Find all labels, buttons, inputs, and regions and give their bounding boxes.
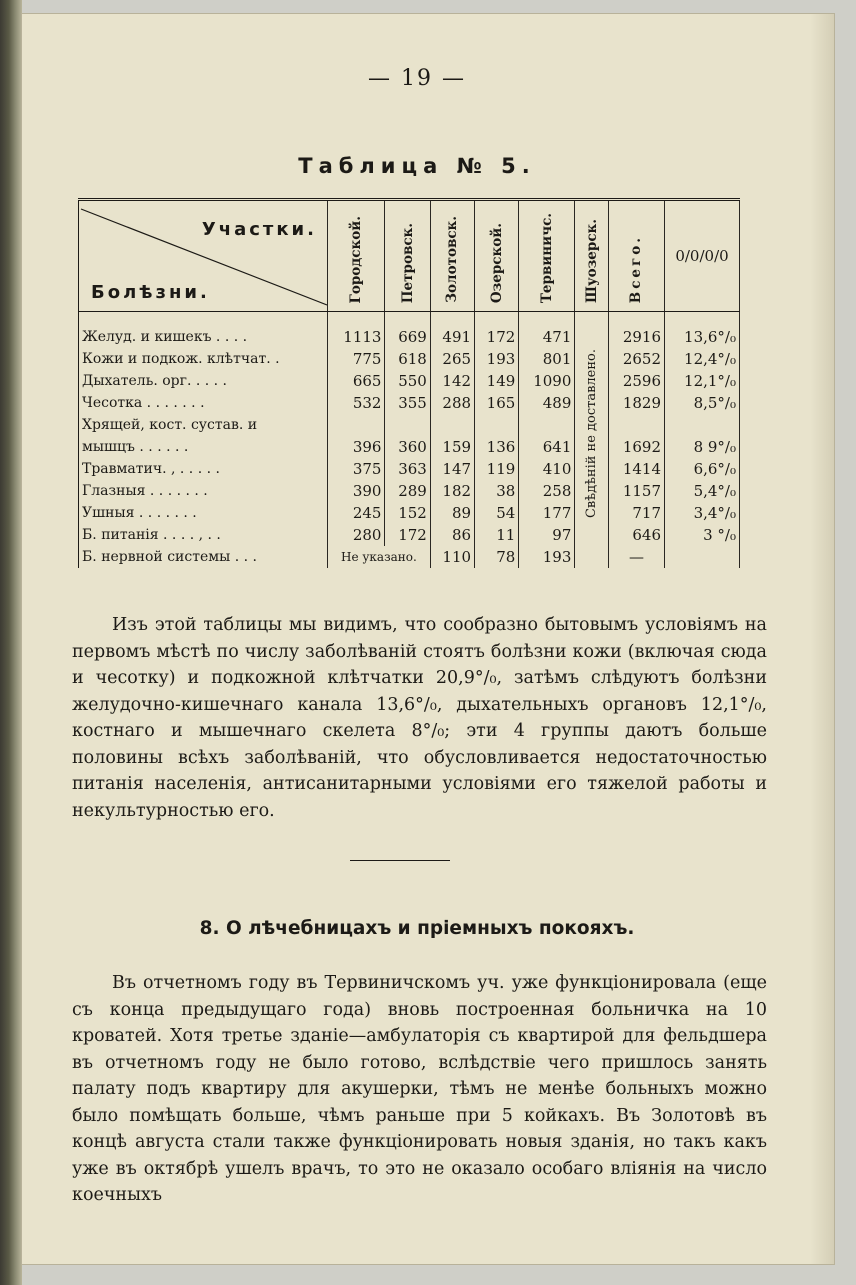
column-header: Озерской. <box>475 200 519 312</box>
row-value: 410 <box>519 458 575 480</box>
table-corner-cell <box>79 200 328 312</box>
row-total: 2652 <box>608 348 664 370</box>
row-disease-name: Кожи и подкож. клѣтчат. . <box>79 348 328 370</box>
row-value: 1113 <box>328 326 385 348</box>
row-value: 54 <box>475 502 519 524</box>
table-row <box>79 458 740 480</box>
row-value: 280 <box>328 524 385 546</box>
document-page <box>22 14 834 1264</box>
row-disease-name: Желуд. и кишекъ . . . . <box>79 326 328 348</box>
row-value: 550 <box>385 370 430 392</box>
row-value: 390 <box>328 480 385 502</box>
row-empty <box>575 546 609 568</box>
row-value: 801 <box>519 348 575 370</box>
row-percent: 8,5°/₀ <box>665 392 740 414</box>
row-disease-name: Б. питанія . . . . , . . <box>79 524 328 546</box>
table-header-row <box>79 200 740 312</box>
row-percent: 12,1°/₀ <box>665 370 740 392</box>
row-value: 775 <box>328 348 385 370</box>
corner-label-diseases: Болѣзни. <box>91 282 210 303</box>
column-header: Петровск. <box>385 200 430 312</box>
row-value: 149 <box>475 370 519 392</box>
table-row <box>79 436 740 458</box>
row-value <box>328 414 385 436</box>
table-row <box>79 480 740 502</box>
row-value: 38 <box>475 480 519 502</box>
column-header: Городской. <box>328 200 385 312</box>
row-value: 177 <box>519 502 575 524</box>
row-value: 165 <box>475 392 519 414</box>
paragraph-hospitals: Въ отчетномъ году въ Тервиничскомъ уч. уже функціонировала (еще съ конца предыдущаго года) вновь построенная больничка на 10 кроватей. Хотя третье зданіе—амбулаторія съ квартирой для фельдшера въ отчетномъ году не было готово, вслѣдствіе чего пришлось занять палату подъ квартиру для акушерки, тѣмъ не менѣе больныхъ можно было помѣщать больше, чѣмъ раньше при 5 койкахъ. Въ Золотовѣ въ концѣ августа стали также функціонировать новыя зданія, но такъ какъ уже въ октябрѣ ушелъ врачъ, то это не оказало особаго вліянія на число коечныхъ <box>72 973 767 1205</box>
corner-label-districts: Участки. <box>201 219 317 240</box>
section-heading: 8. О лѣчебницахъ и пріемныхъ покояхъ. <box>199 918 635 939</box>
disease-table <box>78 198 740 568</box>
row-disease-name: мышцъ . . . . . . <box>79 436 328 458</box>
table-row <box>79 392 740 414</box>
row-total: 1829 <box>608 392 664 414</box>
row-value: 375 <box>328 458 385 480</box>
row-value: 360 <box>385 436 430 458</box>
row-value: 172 <box>385 524 430 546</box>
row-value: 471 <box>519 326 575 348</box>
row-value: 1090 <box>519 370 575 392</box>
row-value: 363 <box>385 458 430 480</box>
row-value: 97 <box>519 524 575 546</box>
row-percent: 3 °/₀ <box>665 524 740 546</box>
row-percent: 6,6°/₀ <box>665 458 740 480</box>
row-value: 110 <box>430 546 474 568</box>
row-percent: 12,4°/₀ <box>665 348 740 370</box>
row-total: 646 <box>608 524 664 546</box>
row-value: 182 <box>430 480 474 502</box>
table-spacer-row <box>79 312 740 327</box>
row-value: 288 <box>430 392 474 414</box>
column-header: Шуозерск. <box>575 200 609 312</box>
row-disease-name: Глазныя . . . . . . . <box>79 480 328 502</box>
column-header: Золотовск. <box>430 200 474 312</box>
table-row <box>79 502 740 524</box>
column-header: Тервиничс. <box>519 200 575 312</box>
row-total: 2596 <box>608 370 664 392</box>
row-value: 491 <box>430 326 474 348</box>
row-value: 489 <box>519 392 575 414</box>
row-total: 1414 <box>608 458 664 480</box>
row-value: 172 <box>475 326 519 348</box>
table-row <box>79 348 740 370</box>
row-total: 2916 <box>608 326 664 348</box>
row-value: 159 <box>430 436 474 458</box>
row-total: — <box>608 546 664 568</box>
row-disease-name: Ушныя . . . . . . . <box>79 502 328 524</box>
row-total: 717 <box>608 502 664 524</box>
row-value: 669 <box>385 326 430 348</box>
row-value <box>519 414 575 436</box>
row-percent: 8 9°/₀ <box>665 436 740 458</box>
table-title: Таблица № 5. <box>298 154 536 178</box>
row-percent: 5,4°/₀ <box>665 480 740 502</box>
row-disease-name: Чесотка . . . . . . . <box>79 392 328 414</box>
row-value <box>430 414 474 436</box>
row-value: 355 <box>385 392 430 414</box>
row-value: 147 <box>430 458 474 480</box>
row-percent: 3,4°/₀ <box>665 502 740 524</box>
row-disease-name: Б. нервной системы . . . <box>79 546 328 568</box>
page-number: — 19 — <box>368 66 466 91</box>
row-total: 1692 <box>608 436 664 458</box>
row-disease-name: Травматич. , . . . . . <box>79 458 328 480</box>
row-value: 193 <box>519 546 575 568</box>
book-spine-edge <box>0 0 22 1285</box>
row-value: 152 <box>385 502 430 524</box>
row-value: 89 <box>430 502 474 524</box>
row-value: 245 <box>328 502 385 524</box>
row-value: 289 <box>385 480 430 502</box>
row-total <box>608 414 664 436</box>
row-value: 265 <box>430 348 474 370</box>
table-row <box>79 414 740 436</box>
row-value: 532 <box>328 392 385 414</box>
row-total: 1157 <box>608 480 664 502</box>
row-value: 396 <box>328 436 385 458</box>
row-value: 641 <box>519 436 575 458</box>
row-value: 193 <box>475 348 519 370</box>
row-value: 119 <box>475 458 519 480</box>
row-value: 258 <box>519 480 575 502</box>
row-value: 11 <box>475 524 519 546</box>
column-header: Всего. <box>608 200 664 312</box>
table-row <box>79 546 740 568</box>
row-disease-name: Хрящей, кост. сустав. и <box>79 414 328 436</box>
paragraph-analysis: Изъ этой таблицы мы видимъ, что сообразно бытовымъ условіямъ на первомъ мѣстѣ по числу заболѣваній стоятъ болѣзни кожи (включая сюда и чесотку) и подкожной клѣтчатки 20,9°/₀, затѣмъ слѣдуютъ болѣзни желудочно-кишечнаго канала 13,6°/₀, дыхательныхъ органовъ 12,1°/₀, костнаго и мышечнаго скелета 8°/₀; эти 4 группы даютъ больше половины всѣхъ заболѣваній, что обусловливается недостаточностью питанія населенія, антисанитарными условіями его тяжелой работы и некультурностью его. <box>72 615 767 821</box>
shuozersk-note-text: Свѣдѣній не доставлено. <box>583 348 599 518</box>
row-value <box>385 414 430 436</box>
page-shadow <box>810 14 834 1264</box>
row-not-indicated: Не указано. <box>328 546 431 568</box>
row-percent <box>665 414 740 436</box>
row-percent <box>665 546 740 568</box>
row-value <box>475 414 519 436</box>
row-value: 618 <box>385 348 430 370</box>
row-percent: 13,6°/₀ <box>665 326 740 348</box>
row-value: 86 <box>430 524 474 546</box>
table-row <box>79 370 740 392</box>
section-divider <box>350 860 450 861</box>
table-row <box>79 326 740 348</box>
row-value: 78 <box>475 546 519 568</box>
table-row <box>79 524 740 546</box>
shuozersk-no-data-note <box>575 326 609 546</box>
row-value: 142 <box>430 370 474 392</box>
row-disease-name: Дыхатель. орг. . . . . <box>79 370 328 392</box>
row-value: 665 <box>328 370 385 392</box>
row-value: 136 <box>475 436 519 458</box>
column-header-percent: 0/0/0/0 <box>665 200 740 312</box>
